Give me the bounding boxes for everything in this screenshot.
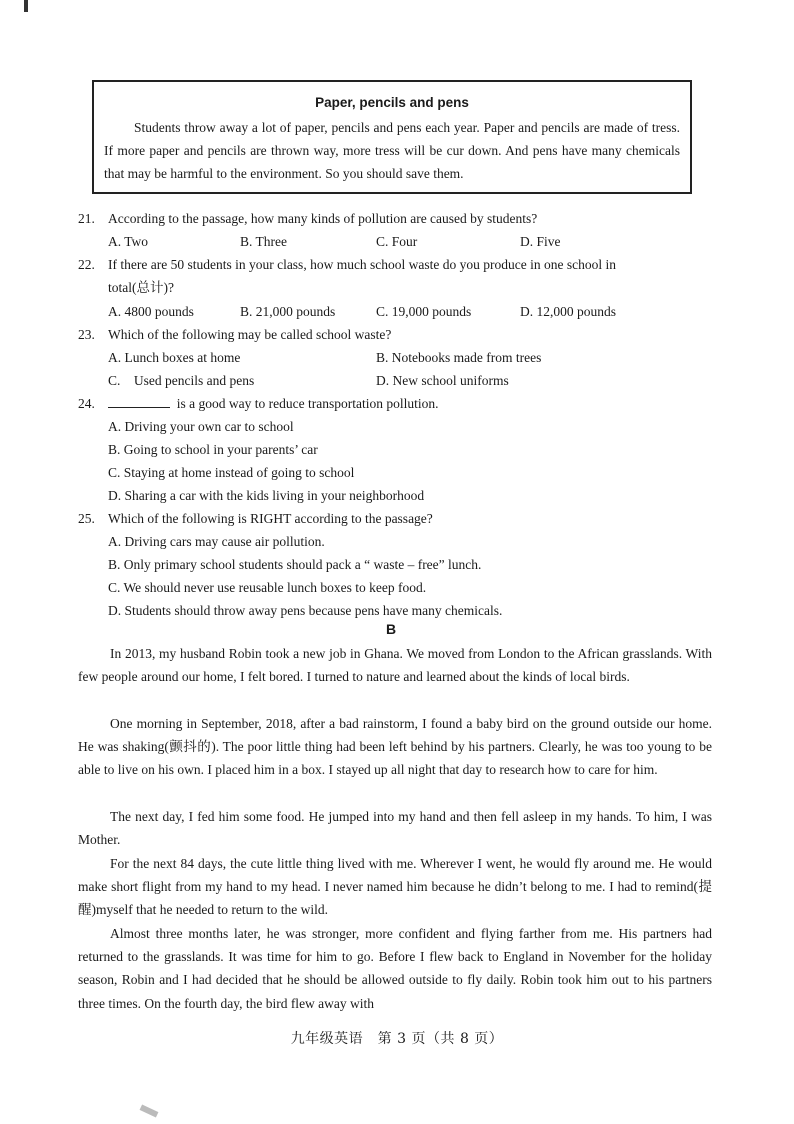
passage-paragraph: The next day, I fed him some food. He jumped into my hand and then fell asleep in my hands. To him, I was Mother. <box>78 809 712 848</box>
section-label: B <box>386 621 397 637</box>
info-box-text: Students throw away a lot of paper, pencils and pens each year. Paper and pencils are made of tress. If more paper and pencils are thrown way, more tress will be cur down. And pens have many chemicals that may be harmful to the environment. So you should save them. <box>104 120 680 181</box>
option: A. Two <box>108 234 149 249</box>
question-24 <box>78 395 718 413</box>
question-stem-continued: total(总计)? <box>108 280 174 295</box>
option: C. We should never use reusable lunch boxes to keep food. <box>108 580 427 595</box>
question-stem: According to the passage, how many kinds of pollution are caused by students? <box>108 211 538 226</box>
option: C. 19,000 pounds <box>376 304 472 319</box>
option: A. Driving your own car to school <box>108 419 294 434</box>
question-stem: If there are 50 students in your class, how much school waste do you produce in one school in <box>108 257 617 272</box>
question-21 <box>78 210 718 228</box>
option: D. New school uniforms <box>376 373 509 388</box>
question-stem: is a good way to reduce transportation pollution. <box>176 396 439 411</box>
question-number: 23. <box>78 327 95 342</box>
option: C. Staying at home instead of going to school <box>108 465 355 480</box>
question-22 <box>78 256 718 274</box>
question-number: 25. <box>78 511 95 526</box>
passage-paragraph: In 2013, my husband Robin took a new job in Ghana. We moved from London to the African grasslands. With few people around our home, I felt bored. I turned to nature and learned about the kinds of local birds. <box>78 646 712 685</box>
option: B. Only primary school students should pack a “ waste – free” lunch. <box>108 557 482 572</box>
scan-mark <box>140 1104 159 1117</box>
scan-mark <box>24 0 28 12</box>
page-footer: 九年级英语 第 3 页（共 8 页） <box>290 1031 504 1047</box>
question-number: 22. <box>78 257 95 272</box>
answer-blank <box>108 395 170 408</box>
option: A. Driving cars may cause air pollution. <box>108 534 325 549</box>
option: A. Lunch boxes at home <box>108 350 241 365</box>
option: D. 12,000 pounds <box>520 304 617 319</box>
option: A. 4800 pounds <box>108 304 194 319</box>
option: B. Three <box>240 234 287 249</box>
question-stem: Which of the following is RIGHT according to the passage? <box>108 511 433 526</box>
info-box-title: Paper, pencils and pens <box>315 95 469 110</box>
question-number: 21. <box>78 211 95 226</box>
passage-paragraph: Almost three months later, he was stronger, more confident and flying farther from me. His partners had returned to the grasslands. It was time for him to go. Before I flew back to England in November for the holiday season, Robin and I had decided that he should be allowed outside to fly daily. Robin took him out to his partners three times. On the fourth day, the bird flew away with <box>78 926 712 1011</box>
option: B. 21,000 pounds <box>240 304 336 319</box>
question-number: 24. <box>78 396 95 411</box>
question-stem: Which of the following may be called school waste? <box>108 327 392 342</box>
option: B. Going to school in your parents’ car <box>108 442 318 457</box>
question-23 <box>78 326 718 344</box>
info-box <box>92 80 692 194</box>
option: D. Sharing a car with the kids living in your neighborhood <box>108 488 425 503</box>
option: C. Used pencils and pens <box>108 373 255 388</box>
option: D. Students should throw away pens because pens have many chemicals. <box>108 603 503 618</box>
passage-paragraph: For the next 84 days, the cute little thing lived with me. Wherever I went, he would fly around me. He would make short flight from my hand to my head. I never named him because he didn’t belong to me. I had to remind(提醒)myself that he needed to return to the wild. <box>78 856 712 918</box>
option: D. Five <box>520 234 561 249</box>
option: C. Four <box>376 234 418 249</box>
passage-paragraph: One morning in September, 2018, after a bad rainstorm, I found a baby bird on the ground outside our home. He was shaking(颤抖的). The poor little thing had been left behind by his partners. Clearly, he was too young to be able to live on his own. I placed him in a box. I stayed up all night that day to research how to care for him. <box>78 716 712 778</box>
question-25 <box>78 510 718 528</box>
option: B. Notebooks made from trees <box>376 350 542 365</box>
